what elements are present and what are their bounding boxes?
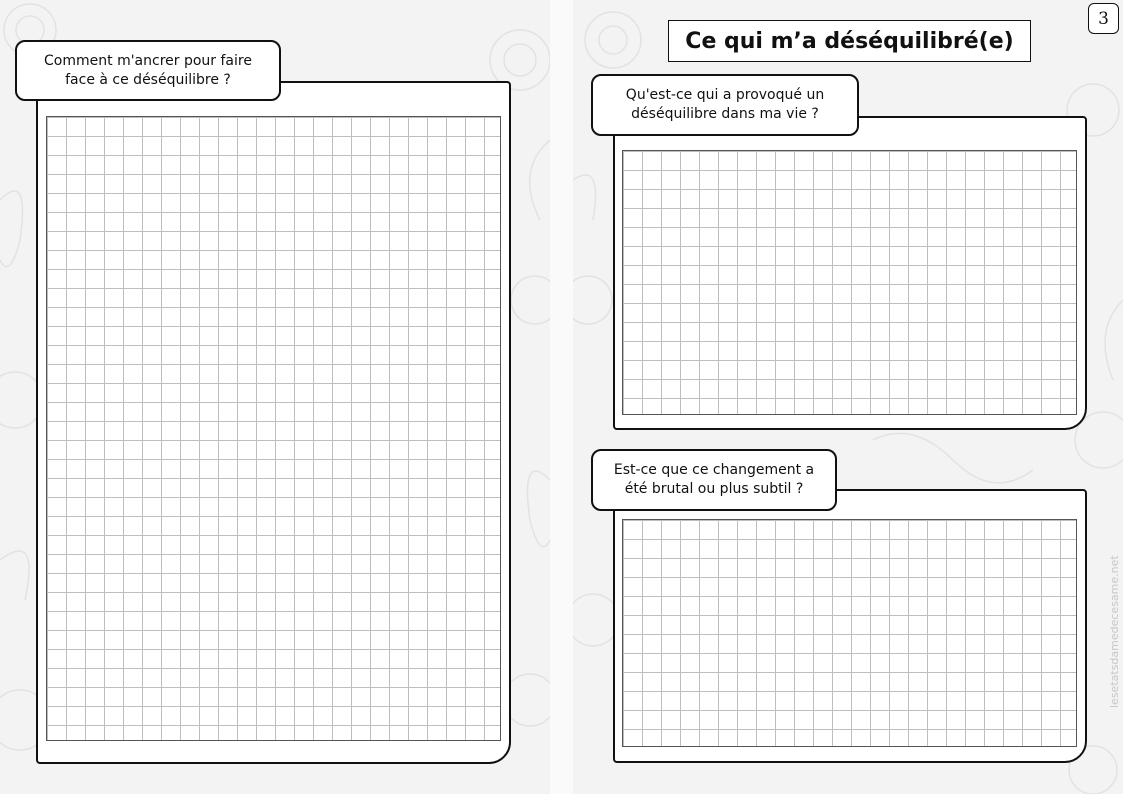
prompt-change: Est-ce que ce changement a été brutal ou plus subtil ? [591,449,837,511]
page-number-badge: 3 [1088,3,1119,34]
grid-writing-area-anchor[interactable] [46,116,501,741]
prompt-cause: Qu'est-ce qui a provoqué un déséquilibre dans ma vie ? [591,74,859,136]
left-page [0,0,550,794]
site-watermark: lesetatsdamedecesame.net [1108,555,1121,708]
page-gutter [550,0,573,794]
grid-writing-area-cause[interactable] [622,150,1077,415]
grid-writing-area-change[interactable] [622,519,1077,747]
page-title: Ce qui m’a déséquilibré(e) [668,20,1031,62]
prompt-anchor: Comment m'ancrer pour faire face à ce déséquilibre ? [15,40,281,101]
